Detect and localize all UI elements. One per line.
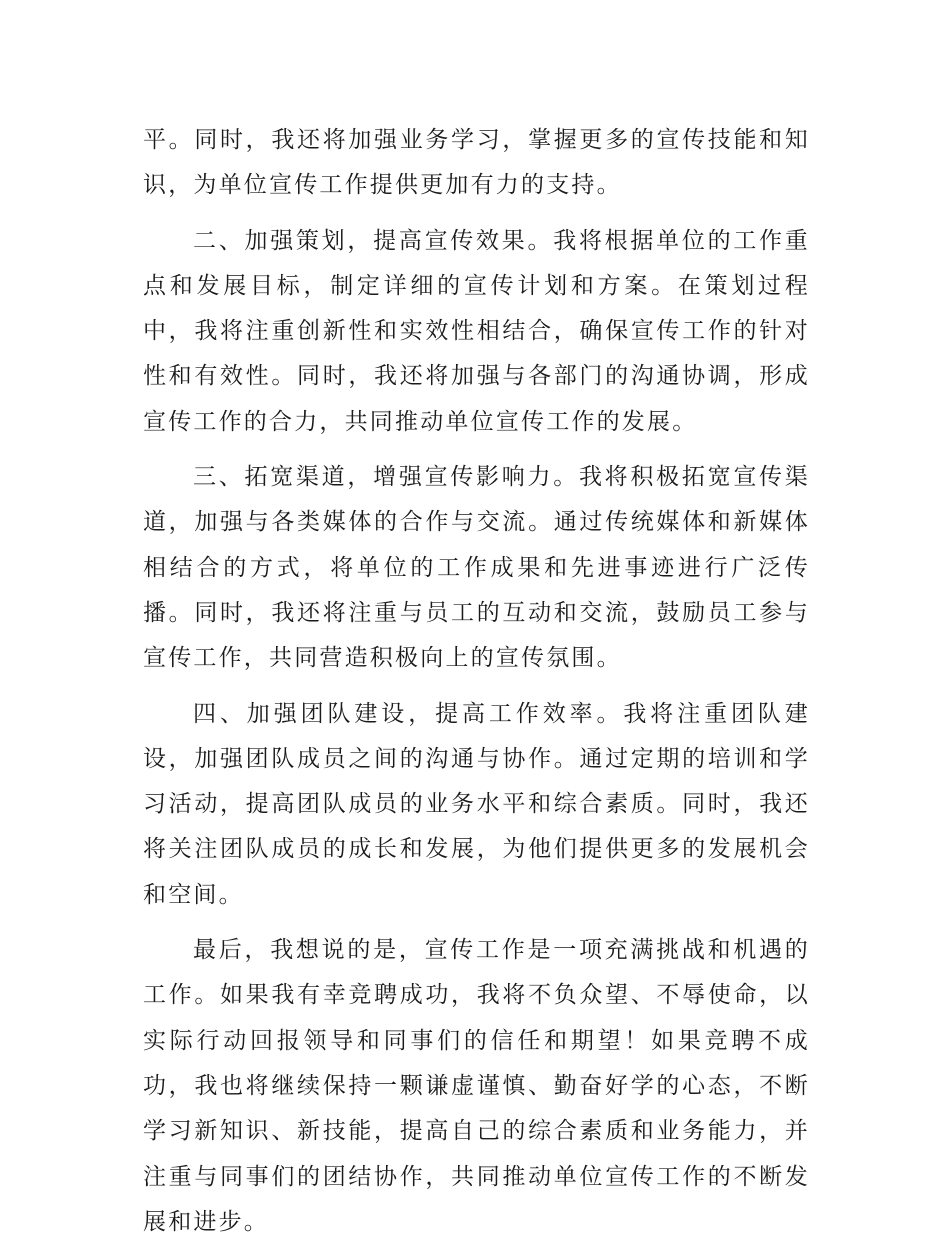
paragraph-closing: 最后，我想说的是，宣传工作是一项充满挑战和机遇的工作。如果我有幸竞聘成功，我将不负众望、不辱使命，以实际行动回报领导和同事们的信任和期望！如果竞聘不成功，我也将继续保持一颗谦虚谨慎、勤奋好学的心态，不断学习新知识、新技能，提高自己的综合素质和业务能力，并注重与同事们的团结协作，共同推动单位宣传工作的不断发展和进步。 [143, 937, 810, 1235]
paragraph-broaden-channels: 三、拓宽渠道，增强宣传影响力。我将积极拓宽宣传渠道，加强与各类媒体的合作与交流。通过传统媒体和新媒体相结合的方式，将单位的工作成果和先进事迹进行广泛传播。同时，我还将注重与员工的互动和交流，鼓励员工参与宣传工作，共同营造积极向上的宣传氛围。 [143, 464, 810, 672]
paragraph-team-building: 四、加强团队建设，提高工作效率。我将注重团队建设，加强团队成员之间的沟通与协作。通过定期的培训和学习活动，提高团队成员的业务水平和综合素质。同时，我还将关注团队成员的成长和发展，为他们提供更多的发展机会和空间。 [143, 700, 810, 908]
paragraph-continued: 平。同时，我还将加强业务学习，掌握更多的宣传技能和知识，为单位宣传工作提供更加有力的支持。 [143, 127, 810, 199]
document-body [143, 118, 810, 1245]
paragraph-strengthen-planning: 二、加强策划，提高宣传效果。我将根据单位的工作重点和发展目标，制定详细的宣传计划和方案。在策划过程中，我将注重创新性和实效性相结合，确保宣传工作的针对性和有效性。同时，我还将加强与各部门的沟通协调，形成宣传工作的合力，共同推动单位宣传工作的发展。 [143, 227, 810, 435]
